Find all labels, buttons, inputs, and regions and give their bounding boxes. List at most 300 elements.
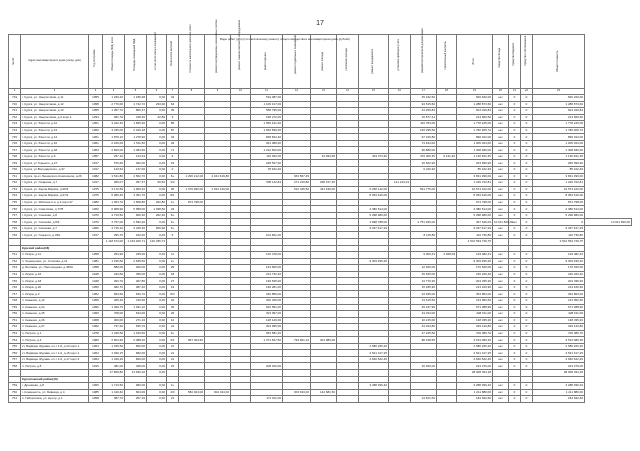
table-cell: 94 515,60 (411, 101, 437, 108)
table-cell: 639,70 (125, 324, 147, 331)
table-cell: 1917 (89, 232, 103, 239)
table-cell: 0,00 (147, 271, 167, 278)
table-cell: 0 (509, 206, 521, 213)
table-cell: 1975 (89, 193, 103, 200)
table-cell: 1960 (89, 383, 103, 390)
table-cell: г. Курск, ул. Энергетиков, д.11 (21, 95, 89, 102)
table-cell: нет (493, 232, 509, 239)
table-cell: 137,00 (125, 167, 147, 174)
table-cell: 1916 (89, 363, 103, 370)
table-cell: п. Черемушки, ул. Солнова, д.21 (21, 258, 89, 265)
table-cell: 213 166,90 (533, 284, 585, 291)
table-cell: 0 (521, 311, 533, 318)
table-cell: 0 (509, 173, 521, 180)
table-cell: 0 (521, 160, 533, 167)
table-cell: 761 (9, 396, 21, 403)
table-cell: 0 (521, 225, 533, 232)
table-cell: 204 335,30 (457, 278, 493, 285)
table-cell: 1 118 674,00 (103, 239, 125, 246)
table-cell: 1 511,50 (125, 140, 147, 147)
table-cell: п. Петрин, д.1 (21, 330, 89, 337)
table-cell: 2 380 514,00 (359, 206, 389, 213)
table-row (9, 396, 632, 403)
table-cell: 752 (9, 324, 21, 331)
table-cell: 196 281,00 (251, 284, 283, 291)
table-cell: 0 (509, 114, 521, 121)
table-cell: 506,90 (147, 225, 167, 232)
table-cell: 6 258 142,00 (359, 186, 389, 193)
table-cell: 1 211 880,00 (533, 389, 585, 396)
table-cell: 1964 (89, 343, 103, 350)
table-cell: 1 349,20 (103, 356, 125, 363)
table-cell: 1 211 880,00 (457, 389, 493, 396)
column-number: 13 (311, 89, 337, 95)
table-cell: 0 (509, 258, 521, 265)
column-number: 11 (251, 89, 283, 95)
table-cell: 820 220,00 (533, 95, 585, 102)
table-cell: г. Курск, ул. Советская, д.77/8 (21, 206, 89, 213)
table-cell: 0 (509, 291, 521, 298)
table-cell: 0 (509, 343, 521, 350)
table-cell: г. Курск, ул. Горького, д.39А (21, 232, 89, 239)
table-cell: 3+ (167, 199, 179, 206)
table-cell: 0 (521, 212, 533, 219)
table-cell: 629,70 (125, 291, 147, 298)
table-cell: г. Курск, ул. Энергетиков, д.2 корп.1 (21, 114, 89, 121)
table-cell: 2 580 266,20 (533, 343, 585, 350)
table-cell: 202,30 (147, 212, 167, 219)
table-cell: г. Дроняево, д.8 (21, 383, 89, 390)
table-cell: 1948 (89, 271, 103, 278)
table-cell: 966,00 (125, 383, 147, 390)
table-cell: 6 240,30 (411, 167, 437, 174)
table-cell: 354 863,00 (457, 291, 493, 298)
table-cell: 85 162,49 (457, 167, 493, 174)
table-cell: нет (493, 180, 509, 187)
table-cell: 0 (533, 219, 585, 226)
table-cell: 9 (167, 114, 179, 121)
table-cell (283, 396, 311, 403)
table-cell: 19 (167, 284, 179, 291)
table-cell: нет (493, 108, 509, 115)
table-cell: нет (493, 291, 509, 298)
table-cell: нет (493, 383, 509, 390)
table-cell: 3 513 080,35 (533, 337, 585, 344)
table-cell: 0 (509, 284, 521, 291)
table-cell: 1 109 317,00 (251, 101, 283, 108)
column-number: 7 (167, 89, 179, 95)
table-cell: 1955 (89, 108, 103, 115)
table-cell: 1 130 841,35 (533, 153, 585, 160)
table-cell: 8 053 616,00 (359, 193, 389, 200)
table-cell: 248 537,00 (251, 160, 283, 167)
table-cell: 0 (509, 278, 521, 285)
column-header: Итого (457, 35, 493, 89)
table-cell: 957 404,50 (179, 337, 205, 344)
table-cell: 0 (509, 108, 521, 115)
table-cell: нет (493, 350, 509, 357)
table-cell: 1 713,50 (103, 383, 125, 390)
table-cell: 874 798,00 (533, 199, 585, 206)
table-cell: нет (493, 271, 509, 278)
table-cell: 671 288,90 (533, 304, 585, 311)
table-cell: 301 986,00 (311, 337, 337, 344)
table-cell: 721 (9, 108, 21, 115)
table-cell: 1978 (89, 330, 103, 337)
table-cell: 27 (167, 278, 179, 285)
table-cell: 4 715,10 (103, 225, 125, 232)
table-cell: 0,00 (147, 147, 167, 154)
table-cell: 23 935,00 (411, 291, 437, 298)
table-cell: 64 (167, 101, 179, 108)
column-number: 18 (437, 89, 457, 95)
table-cell: 604 016,84 (457, 108, 493, 115)
table-cell: 43 (167, 95, 179, 102)
table-cell: 612 445,50 (283, 186, 311, 193)
table-cell: 2 380 514,00 (533, 206, 585, 213)
table-cell: 208 916,00 (251, 363, 283, 370)
table-cell: 35 (167, 108, 179, 115)
table-cell: 12 (167, 317, 179, 324)
table-cell: 734 (9, 193, 21, 200)
table-cell: 1950 (89, 284, 103, 291)
table-cell: 71 (167, 147, 179, 154)
table-cell: 257,10 (125, 396, 147, 403)
table-cell: г. Курск, ул. Рабочая 2-я, д.4 корп.47 (21, 199, 89, 206)
table-cell: нет (493, 101, 509, 108)
column-number: 6 (147, 89, 167, 95)
table-cell: 2 590,46 (125, 219, 147, 226)
table-cell: 0 (509, 121, 521, 128)
table-cell: нет (493, 95, 509, 102)
table-cell: 1 031,10 (125, 304, 147, 311)
table-cell: 13 521,60 (411, 396, 437, 403)
table-cell: 10 011 820,00 (494, 219, 513, 224)
table-cell: 1957 (89, 153, 103, 160)
table-cell: 1 196,60 (103, 258, 125, 265)
table-cell: 1 308 480,00 (457, 147, 493, 154)
table-cell: 49 (167, 140, 179, 147)
table-cell: 0 (521, 284, 533, 291)
table-cell: 3 172,59 (103, 186, 125, 193)
table-cell: 3 288 396,40 (457, 383, 493, 390)
table-cell: 3/4 (167, 180, 179, 187)
table-cell: 1958 (89, 265, 103, 272)
table-cell: 1 308 480,00 (533, 147, 585, 154)
column-header: ремонт внутридомовых инженерных систем (205, 35, 231, 89)
table-cell: 0 (521, 337, 533, 344)
column-header: № п/п (9, 35, 21, 89)
table-cell: 5 298 980,00 (533, 212, 585, 219)
table-cell: 724 (9, 127, 21, 134)
table-cell: 4 751 266,00 (411, 219, 437, 226)
table-cell: 0 (521, 258, 533, 265)
table-cell: нет (509, 219, 521, 226)
table-cell: 0 (509, 193, 521, 200)
table-cell: 138 335,20 (533, 317, 585, 324)
table-cell: 28 008 034,18 (457, 369, 493, 376)
table-cell: 874 798,00 (179, 199, 205, 206)
table-cell: 0 (521, 199, 533, 206)
table-cell: 271 219,80 (283, 180, 311, 187)
table-cell: 634,00 (125, 311, 147, 318)
table-cell: 2 380 514,00 (457, 206, 493, 213)
table-cell: 21 (167, 356, 179, 363)
table-cell: 1 357,70 (103, 108, 125, 115)
column-number: 9 (205, 89, 231, 95)
table-cell: 3 345,30 (125, 225, 147, 232)
table-cell: 0,00 (147, 160, 167, 167)
table-cell: 116 784,00 (411, 121, 437, 128)
table-cell: 10 215,00 (411, 317, 437, 324)
table-cell: 213 952,60 (533, 297, 585, 304)
table-cell: 2 501 593 749,75 (533, 239, 585, 246)
table-cell: 0 (509, 147, 521, 154)
table-cell: 4 838 788,00 (359, 219, 389, 226)
table-cell: 213 660,60 (457, 114, 493, 121)
column-header: разработка проектной документации (411, 35, 437, 89)
table-cell: 1960 (89, 311, 103, 318)
table-cell: 754 (9, 337, 21, 344)
column-number: 8 (179, 89, 205, 95)
table-cell: 110 736,80 (533, 232, 585, 239)
table-cell: 128 120,00 (251, 317, 283, 324)
table-cell: 18 (167, 271, 179, 278)
table-cell: 0 (521, 396, 533, 403)
table-cell: Курчатовский район(10) (21, 376, 89, 383)
table-cell: 204 335,30 (533, 278, 585, 285)
table-cell: 737,20 (103, 324, 125, 331)
table-cell: 1958 (89, 101, 103, 108)
table-cell: 760 (9, 389, 21, 396)
table-cell: г. Курск, ул. Юности, д.14 (21, 134, 89, 141)
table-cell: 1970 (89, 212, 103, 219)
table-cell: 0 (509, 317, 521, 324)
table-cell: 0,00 (147, 343, 167, 350)
table-cell: 1 079 990,00 (179, 186, 205, 193)
table-cell: 5 (167, 232, 179, 239)
table-cell: 126 235,50 (411, 127, 437, 134)
table-cell: 129 482,43 (457, 252, 493, 259)
table-cell: 0,00 (147, 297, 167, 304)
table-cell: 735 (9, 199, 21, 206)
table-cell: г. Курск, ул. Юности, д.13 (21, 127, 89, 134)
table-cell: 8/1 (167, 193, 179, 200)
table-cell: 1958 (89, 252, 103, 259)
table-cell: нет (493, 324, 509, 331)
table-cell: 416,50 (125, 297, 147, 304)
table-cell: нет (493, 121, 509, 128)
table-cell: 604 016,84 (533, 108, 585, 115)
table-cell: 5 958,00 (125, 206, 147, 213)
table-cell: 2 660 622,46 (457, 356, 493, 363)
table-cell: 727 (9, 147, 21, 154)
table-cell: 0,00 (147, 167, 167, 174)
table-cell: нет (493, 173, 509, 180)
table-cell: 2 660 622,46 (533, 356, 585, 363)
table-cell: 0,00 (147, 134, 167, 141)
table-cell: п. Камыши, д.25 (21, 311, 89, 318)
table-cell: 120 335,73 (147, 239, 167, 246)
table-cell: 1 371 607,50 (251, 337, 283, 344)
table-cell: нет (493, 356, 509, 363)
table-cell: 748 (9, 297, 21, 304)
table-cell: 1962 (89, 324, 103, 331)
table-cell: 0,00 (147, 330, 167, 337)
table-cell: 1980 (89, 199, 103, 206)
table-cell: 0,00 (147, 304, 167, 311)
table-cell: 8/3 (167, 291, 179, 298)
table-cell: 15 185,90 (411, 284, 437, 291)
table-cell: 366,07 (103, 180, 125, 187)
table-cell: 19 (167, 160, 179, 167)
table-cell: 45 432,50 (411, 95, 437, 102)
table-cell: 2 820,00 (103, 147, 125, 154)
table-cell: 1 782 905,72 (533, 127, 585, 134)
table-cell: 0 (521, 350, 533, 357)
table-cell: нет (493, 389, 509, 396)
table-cell: 1964 (89, 350, 103, 357)
table-cell: 102 841,00 (251, 232, 283, 239)
table-cell: 602 434,00 (205, 389, 231, 396)
table-cell: г. Курск, ул. Энергетиков, д.13 (21, 108, 89, 115)
table-cell: 729 (9, 160, 21, 167)
table-cell: г. Курск, ул. Гагарина, д.7 (21, 180, 89, 187)
table-cell: 4/3 (167, 389, 179, 396)
table-cell: 1 665,20 (125, 121, 147, 128)
table-cell: 66,50 (147, 180, 167, 187)
column-header: ремонт фасада (311, 35, 337, 89)
table-cell: 738 (9, 219, 21, 226)
table-cell: 719 (9, 95, 21, 102)
column-number: 12 (283, 89, 311, 95)
table-cell: 3 513 080,35 (457, 337, 493, 344)
table-cell: 0 (521, 127, 533, 134)
table-cell: 0 (521, 383, 533, 390)
table-cell: 24 034,00 (411, 311, 437, 318)
table-cell: 0,00 (147, 193, 167, 200)
table-cell: 0 (509, 356, 521, 363)
table-cell: 0 (521, 304, 533, 311)
table-cell: 739 (9, 225, 21, 232)
table-cell: нет (493, 252, 509, 259)
table-cell: 493 374,90 (359, 153, 389, 160)
table-cell: 13 770,30 (411, 278, 437, 285)
table-cell: 745 (9, 278, 21, 285)
table-cell: 0 (509, 180, 521, 187)
table-cell: 576,60 (103, 160, 125, 167)
table-cell: 604,00 (125, 389, 147, 396)
table-cell: 3 435,00 (103, 127, 125, 134)
column-number: 3 (89, 89, 103, 95)
table-cell: 120 478,00 (251, 252, 283, 259)
table-cell: 387,40 (125, 284, 147, 291)
table-cell: 0 (509, 127, 521, 134)
table-cell: Курский район(18) (21, 245, 89, 252)
table-cell: 700 386,70 (457, 330, 493, 337)
table-cell: 1959 (89, 297, 103, 304)
table-cell: нет (493, 140, 509, 147)
table-cell: 722 (9, 114, 21, 121)
table-cell: 303 633,00 (283, 389, 311, 396)
table-cell: 443,60 (103, 271, 125, 278)
table-cell: 793 841,12 (283, 337, 311, 344)
table-cell: 304 995,00 (251, 324, 283, 331)
table-cell: 42,80 (147, 114, 167, 121)
table-cell: ст. Варваре Журава, кл-т 1-й, д.13 корп.1 (21, 343, 89, 350)
table-cell: 329 140,80 (457, 324, 493, 331)
table-cell: 387,70 (103, 396, 125, 403)
table-cell: 2 504,90 (103, 337, 125, 344)
table-cell: 755 (9, 343, 21, 350)
column-header: ремонт, замена лифтового оборудования (231, 35, 251, 89)
table-cell: 482,70 (103, 284, 125, 291)
table-cell: 0,00 (147, 389, 167, 396)
table-cell: нет (493, 317, 509, 324)
page-number: 17 (316, 20, 324, 27)
table-cell: 43 (167, 206, 179, 213)
table-cell: 1961 (89, 140, 103, 147)
table-cell: 328 611,00 (533, 311, 585, 318)
column-number: 16 (389, 89, 411, 95)
table-cell: 163 605,00 (251, 265, 283, 272)
table-cell: 235,00 (125, 252, 147, 259)
table-cell: 0 (521, 252, 533, 259)
table-cell: 457,37 (125, 180, 147, 187)
table-cell: 1961 (89, 121, 103, 128)
table-cell: 200 325,00 (251, 297, 283, 304)
table-cell: 2 016,18 (125, 127, 147, 134)
table-cell: 0,00 (147, 356, 167, 363)
table-cell: 674 798,00 (457, 199, 493, 206)
table-cell: 1 652 590,00 (251, 127, 283, 134)
table-cell: 744 (9, 271, 21, 278)
table-cell: 866,37 (125, 108, 147, 115)
table-cell: 0 (521, 343, 533, 350)
table-cell: 746 (9, 284, 21, 291)
table-cell: 0,00 (147, 396, 167, 403)
table-cell: 233,00 (147, 101, 167, 108)
table-cell: 1956 (89, 304, 103, 311)
table-cell: 653 581,20 (251, 330, 283, 337)
table-cell: 21 (167, 350, 179, 357)
table-cell: 397 546,00 (457, 219, 493, 226)
table-cell: 1 005 024,00 (533, 140, 585, 147)
table-cell: 162,00 (125, 232, 147, 239)
table-cell: 0 (509, 134, 521, 141)
table-cell: 3 288 396,40 (533, 383, 585, 390)
table-cell: 87 (167, 127, 179, 134)
table-cell: нет (493, 199, 509, 206)
column-header: Средства собственников (521, 35, 533, 89)
table-cell: 1 288 873,60 (533, 101, 585, 108)
column-header: Общая стоимость (533, 35, 585, 89)
table-cell: 214 732,40 (251, 271, 283, 278)
table-cell: 4 757,00 (103, 219, 125, 226)
table-cell: 0 (509, 271, 521, 278)
table-cell: 303 097,00 (251, 311, 283, 318)
column-header: строительный контроль (437, 35, 457, 89)
table-cell: п. Искра, д.16 (21, 271, 89, 278)
table-cell: 1968 (89, 317, 103, 324)
table-cell: 176 520,00 (457, 265, 493, 272)
table-cell: 3 831 399,00 (457, 173, 493, 180)
table-cell: 14 396,10 (125, 369, 147, 376)
table-cell: 67 166,80 (411, 134, 437, 141)
table-cell: 9 337 617,29 (359, 225, 389, 232)
column-number: 19 (457, 89, 493, 95)
column-number: 14 (337, 89, 359, 95)
